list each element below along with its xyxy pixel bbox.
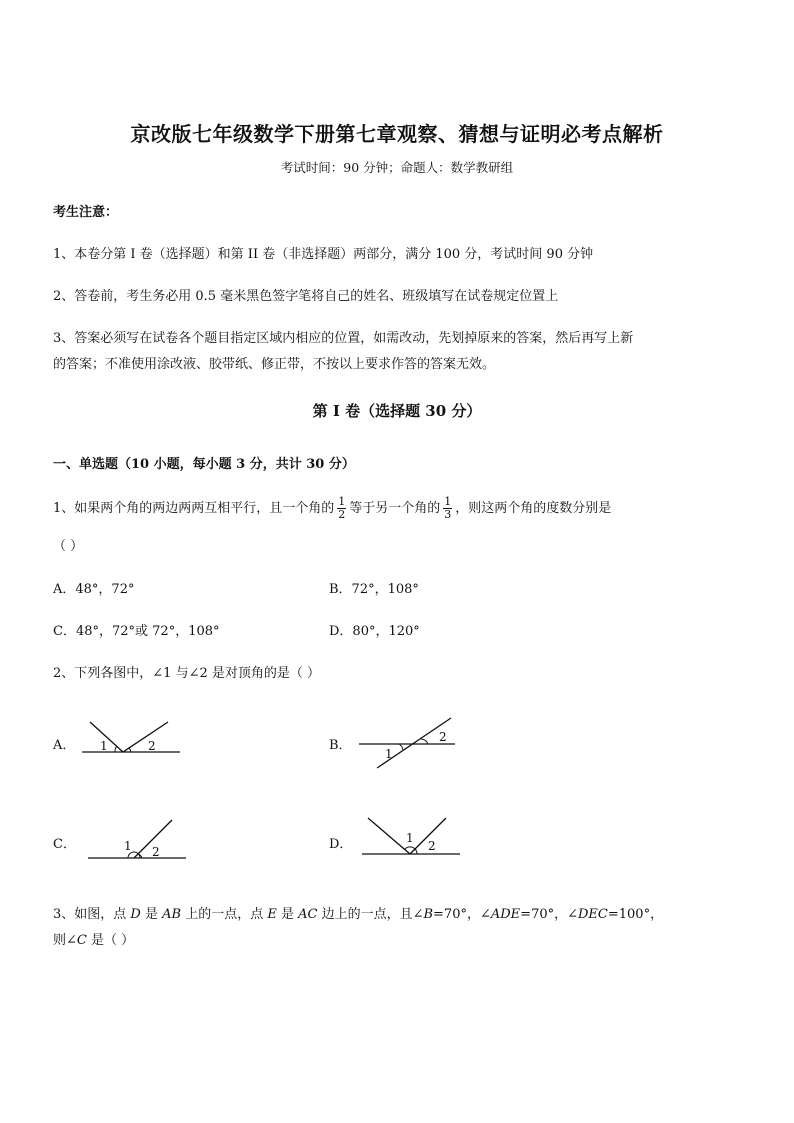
section-title: 第 I 卷（选择题 30 分） (312, 402, 482, 420)
q3-text: 是 (276, 907, 299, 922)
q3-text: =70°，∠ (520, 907, 578, 922)
question-2: 2、下列各图中，∠1 与∠2 是对顶角的是（ ） (53, 666, 320, 681)
part-heading: 一、单选题（10 小题，每小题 3 分，共计 30 分） (53, 457, 355, 472)
point-e: E (267, 907, 277, 922)
angle-c: C (76, 933, 87, 948)
fig-a-angle-1: 1 (100, 739, 108, 753)
q2-figure-c (84, 818, 190, 866)
q1-option-c: C．48°，72°或 72°，108° (53, 624, 220, 639)
notice-item-3: 3、答案必须写在试卷各个题目指定区域内相应的位置，如需改动，先划掉原来的答案，然后再写上新 (53, 331, 634, 346)
q3-text: =100°， (607, 907, 664, 922)
exam-info: 考试时间：90 分钟；命题人：数学教研组 (280, 160, 514, 175)
fraction-third (443, 496, 452, 521)
segment-ac: AC (298, 907, 318, 922)
frac2-num: 1 (444, 495, 452, 508)
q3-text: 3、如图，点 (53, 907, 131, 922)
q3-text: 则∠ (53, 933, 77, 948)
question-3-line-2 (53, 929, 134, 948)
fig-d-angle-2: 2 (428, 839, 436, 853)
angle-dec: DEC (578, 907, 608, 922)
frac2-den: 3 (444, 508, 452, 521)
fig-d-angle-1: 1 (406, 831, 414, 845)
fig-b-angle-1: 1 (385, 747, 393, 761)
notice-heading: 考生注意： (53, 205, 119, 220)
question-3 (53, 903, 663, 922)
q1-text-b: 等于另一个角的 (349, 501, 441, 516)
q2-figure-b (355, 712, 465, 770)
question-1 (53, 496, 611, 521)
q2-option-c-label: C． (53, 837, 76, 852)
q1-option-b: B．72°，108° (329, 582, 419, 597)
fig-c-angle-1: 1 (124, 839, 132, 853)
q2-figure-a (78, 712, 188, 762)
fig-a-angle-2: 2 (148, 739, 156, 753)
q1-option-a: A．48°，72° (53, 582, 135, 597)
q3-text: 边上的一点，且∠ (317, 907, 424, 922)
fraction-half (337, 496, 346, 521)
notice-item-1: 1、本卷分第 I 卷（选择题）和第 II 卷（非选择题）两部分，满分 100 分，考试时间 90 分钟 (53, 247, 594, 262)
angle-ade: ADE (490, 907, 521, 922)
q1-option-d: D．80°，120° (329, 624, 420, 639)
q2-figure-d (360, 812, 464, 860)
segment-ab: AB (162, 907, 182, 922)
q3-text: 是 (140, 907, 163, 922)
q1-text-c: ，则这两个角的度数分别是 (455, 501, 612, 516)
notice-item-3-cont: 的答案；不准使用涂改液、胶带纸、修正带，不按以上要求作答的答案无效。 (53, 357, 496, 372)
frac1-den: 2 (338, 508, 346, 521)
q1-answer-paren: （ ） (53, 539, 84, 554)
frac1-num: 1 (338, 495, 346, 508)
q3-text: 上的一点，点 (181, 907, 268, 922)
notice-item-2: 2、答卷前，考生务必用 0.5 毫米黑色签字笔将自己的姓名、班级填写在试卷规定位置上 (53, 289, 559, 304)
page-title: 京改版七年级数学下册第七章观察、猜想与证明必考点解析 (130, 122, 664, 146)
q2-option-d-label: D． (329, 837, 353, 852)
fig-c-angle-2: 2 (152, 845, 160, 859)
q1-text-a: 1、如果两个角的两边两两互相平行，且一个角的 (53, 501, 335, 516)
angle-b: B (423, 907, 434, 922)
q2-option-a-label: A． (53, 738, 76, 753)
point-d: D (130, 907, 141, 922)
q3-text: =70°，∠ (433, 907, 491, 922)
fig-b-angle-2: 2 (439, 730, 447, 744)
q3-text: 是（ ） (86, 933, 135, 948)
q2-option-b-label: B． (329, 738, 352, 753)
